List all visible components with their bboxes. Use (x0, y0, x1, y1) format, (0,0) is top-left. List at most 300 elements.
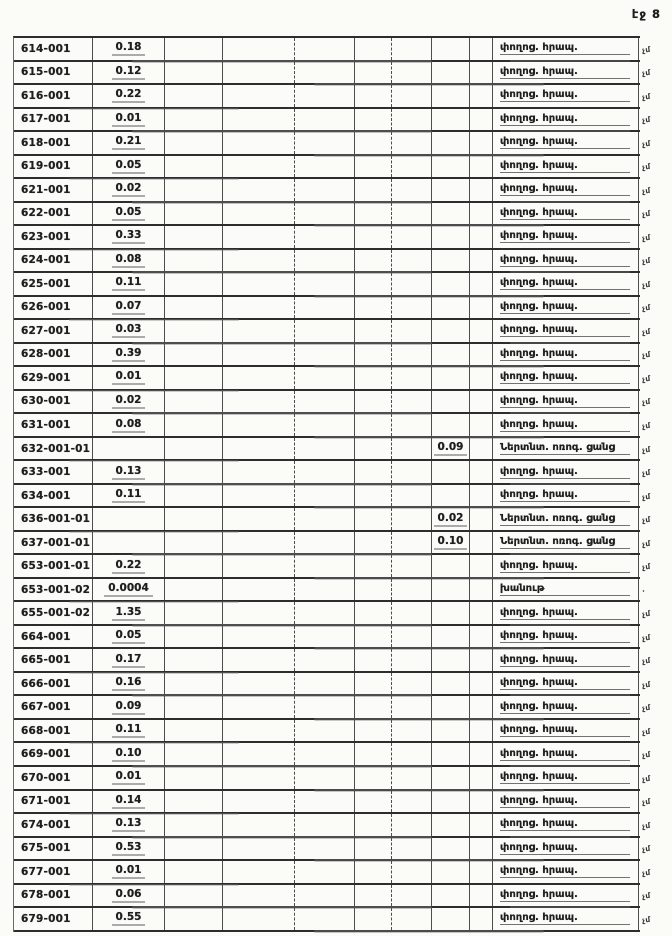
area-value-cell: 0.01 (93, 767, 165, 789)
table-row (14, 485, 652, 509)
area-value-cell: 0.02 (93, 179, 165, 201)
unit-annotation: չմ (641, 232, 652, 243)
empty-cell (223, 273, 295, 295)
land-use-cell: փողոց. հրապ. (493, 485, 639, 507)
canal-area-value-cell (432, 109, 470, 131)
unit-annotation: չմ (641, 256, 652, 267)
empty-cell (165, 696, 223, 718)
empty-cell (355, 38, 392, 60)
table-row (14, 85, 652, 109)
area-value-cell: 0.08 (93, 414, 165, 436)
parcel-code-cell: 618-001 (14, 132, 93, 154)
empty-cell (355, 908, 392, 930)
canal-area-value-cell (432, 179, 470, 201)
empty-cell (355, 791, 392, 813)
unit-annotation: չմ (641, 350, 652, 361)
parcel-code-cell: 671-001 (14, 791, 93, 813)
empty-cell (392, 226, 432, 248)
empty-cell (470, 791, 493, 813)
land-use-cell: փողոց. հրապ. (493, 62, 639, 84)
unit-annotation: չմ (641, 844, 652, 855)
table-row (14, 532, 652, 556)
empty-cell (223, 62, 295, 84)
table-row (14, 297, 652, 321)
parcel-code-cell: 653-001-01 (14, 555, 93, 577)
area-value-cell: 0.12 (93, 62, 165, 84)
empty-cell (392, 720, 432, 742)
empty-cell (392, 132, 432, 154)
unit-annotation: · (641, 586, 646, 596)
unit-annotation: չմ (641, 44, 652, 55)
empty-cell (470, 485, 493, 507)
empty-cell (295, 767, 355, 789)
empty-cell (355, 767, 392, 789)
land-use-cell: փողոց. հրապ. (493, 814, 639, 836)
parcel-code-cell: 628-001 (14, 344, 93, 366)
empty-cell (165, 85, 223, 107)
empty-cell (223, 414, 295, 436)
empty-cell (165, 320, 223, 342)
empty-cell (223, 649, 295, 671)
table-row (14, 226, 652, 250)
land-use-cell: փողոց. հրապ. (493, 367, 639, 389)
table-row (14, 555, 652, 579)
parcel-code-cell: 622-001 (14, 203, 93, 225)
empty-cell (392, 908, 432, 930)
empty-cell (470, 203, 493, 225)
parcel-code-cell: 653-001-02 (14, 579, 93, 601)
canal-area-value-cell (432, 602, 470, 624)
table-row (14, 414, 652, 438)
table-row (14, 508, 652, 532)
empty-cell (165, 908, 223, 930)
canal-area-value-cell (432, 649, 470, 671)
parcel-code-cell: 626-001 (14, 297, 93, 319)
parcel-code-cell: 633-001 (14, 461, 93, 483)
unit-annotation: չմ (641, 538, 652, 549)
empty-cell (355, 391, 392, 413)
table-row (14, 391, 652, 415)
empty-cell (392, 626, 432, 648)
land-use-cell: փողոց. հրապ. (493, 132, 639, 154)
empty-cell (470, 62, 493, 84)
empty-cell (223, 626, 295, 648)
page-number-label: էջ 8 (631, 7, 661, 21)
area-value-cell: 0.10 (93, 743, 165, 765)
unit-annotation: չմ (641, 373, 652, 384)
area-value-cell: 0.13 (93, 461, 165, 483)
empty-cell (470, 250, 493, 272)
land-use-cell: փողոց. հրապ. (493, 696, 639, 718)
empty-cell (470, 767, 493, 789)
empty-cell (165, 720, 223, 742)
empty-cell (392, 297, 432, 319)
unit-annotation: չմ (641, 655, 652, 666)
empty-cell (470, 226, 493, 248)
empty-cell (223, 391, 295, 413)
area-value-cell: 0.06 (93, 885, 165, 907)
table-row (14, 367, 652, 391)
empty-cell (223, 791, 295, 813)
empty-cell (470, 297, 493, 319)
empty-cell (223, 485, 295, 507)
parcel-code-cell: 629-001 (14, 367, 93, 389)
empty-cell (392, 414, 432, 436)
empty-cell (392, 861, 432, 883)
area-value-cell: 0.39 (93, 344, 165, 366)
area-value-cell: 0.22 (93, 85, 165, 107)
canal-area-value-cell (432, 85, 470, 107)
empty-cell (223, 109, 295, 131)
empty-cell (470, 602, 493, 624)
land-use-cell: փողոց. հրապ. (493, 156, 639, 178)
canal-area-value-cell (432, 38, 470, 60)
parcel-code-cell: 630-001 (14, 391, 93, 413)
land-use-cell: փողոց. հրապ. (493, 273, 639, 295)
parcel-code-cell: 678-001 (14, 885, 93, 907)
empty-cell (223, 250, 295, 272)
empty-cell (355, 696, 392, 718)
table-row (14, 179, 652, 203)
empty-cell (165, 743, 223, 765)
empty-cell (165, 602, 223, 624)
empty-cell (295, 297, 355, 319)
empty-cell (470, 861, 493, 883)
empty-cell (223, 908, 295, 930)
empty-cell (355, 273, 392, 295)
parcel-code-cell: 634-001 (14, 485, 93, 507)
empty-cell (470, 414, 493, 436)
empty-cell (295, 602, 355, 624)
empty-cell (295, 508, 355, 530)
table-row (14, 203, 652, 227)
empty-cell (470, 649, 493, 671)
canal-area-value-cell (432, 297, 470, 319)
table-row (14, 673, 652, 697)
empty-cell (355, 485, 392, 507)
land-use-cell: փողոց. հրապ. (493, 555, 639, 577)
area-value-cell: 0.01 (93, 367, 165, 389)
canal-area-value-cell (432, 203, 470, 225)
unit-annotation: չմ (641, 514, 652, 525)
unit-annotation: չմ (641, 397, 652, 408)
empty-cell (392, 649, 432, 671)
canal-area-value-cell: 0.09 (432, 438, 470, 460)
empty-cell (165, 838, 223, 860)
empty-cell (355, 461, 392, 483)
empty-cell (355, 226, 392, 248)
empty-cell (295, 885, 355, 907)
empty-cell (355, 673, 392, 695)
empty-cell (223, 673, 295, 695)
empty-cell (470, 391, 493, 413)
empty-cell (295, 626, 355, 648)
table-row (14, 132, 652, 156)
empty-cell (295, 861, 355, 883)
unit-annotation: չմ (641, 326, 652, 337)
empty-cell (470, 85, 493, 107)
empty-cell (165, 626, 223, 648)
empty-cell (295, 696, 355, 718)
empty-cell (392, 179, 432, 201)
parcel-code-cell: 619-001 (14, 156, 93, 178)
land-use-cell: փողոց. հրապ. (493, 461, 639, 483)
empty-cell (165, 885, 223, 907)
empty-cell (295, 38, 355, 60)
empty-cell (295, 649, 355, 671)
area-value-cell: 0.18 (93, 38, 165, 60)
canal-area-value-cell (432, 626, 470, 648)
unit-annotation: չմ (641, 608, 652, 619)
empty-cell (392, 791, 432, 813)
land-use-cell: փողոց. հրապ. (493, 673, 639, 695)
empty-cell (470, 320, 493, 342)
empty-cell (355, 743, 392, 765)
land-use-cell: Ներտնտ. ոռոգ. ցանց (493, 532, 639, 554)
empty-cell (165, 391, 223, 413)
empty-cell (470, 885, 493, 907)
empty-cell (355, 203, 392, 225)
canal-area-value-cell (432, 555, 470, 577)
empty-cell (165, 485, 223, 507)
empty-cell (295, 579, 355, 601)
empty-cell (295, 344, 355, 366)
canal-area-value-cell (432, 320, 470, 342)
empty-cell (470, 626, 493, 648)
parcel-code-cell: 679-001 (14, 908, 93, 930)
canal-area-value-cell (432, 791, 470, 813)
table-row (14, 461, 652, 485)
unit-annotation: չմ (641, 726, 652, 737)
canal-area-value-cell (432, 579, 470, 601)
table-row (14, 626, 652, 650)
table-row (14, 250, 652, 274)
empty-cell (165, 250, 223, 272)
canal-area-value-cell (432, 673, 470, 695)
empty-cell (223, 814, 295, 836)
unit-annotation: չմ (641, 162, 652, 173)
land-use-cell: փողոց. հրապ. (493, 838, 639, 860)
empty-cell (355, 438, 392, 460)
empty-cell (223, 861, 295, 883)
empty-cell (295, 109, 355, 131)
empty-cell (165, 38, 223, 60)
empty-cell (165, 203, 223, 225)
empty-cell (223, 226, 295, 248)
unit-annotation: չմ (641, 679, 652, 690)
empty-cell (295, 555, 355, 577)
table-row (14, 579, 646, 603)
empty-cell (165, 367, 223, 389)
empty-cell (223, 179, 295, 201)
empty-cell (223, 156, 295, 178)
unit-annotation: չմ (641, 185, 652, 196)
empty-cell (470, 109, 493, 131)
parcel-code-cell: 621-001 (14, 179, 93, 201)
empty-cell (165, 814, 223, 836)
area-value-cell: 0.17 (93, 649, 165, 671)
parcel-code-cell: 636-001-01 (14, 508, 93, 530)
unit-annotation: չմ (641, 797, 652, 807)
area-value-cell: 0.05 (93, 203, 165, 225)
parcel-code-cell: 627-001 (14, 320, 93, 342)
area-value-cell (93, 508, 165, 530)
unit-annotation: չմ (641, 209, 652, 220)
canal-area-value-cell (432, 861, 470, 883)
area-value-cell: 1.35 (93, 602, 165, 624)
empty-cell (295, 414, 355, 436)
unit-annotation: չմ (641, 914, 652, 925)
empty-cell (470, 814, 493, 836)
empty-cell (355, 579, 392, 601)
area-value-cell: 0.11 (93, 720, 165, 742)
canal-area-value-cell (432, 908, 470, 930)
empty-cell (355, 508, 392, 530)
empty-cell (470, 461, 493, 483)
empty-cell (295, 250, 355, 272)
empty-cell (295, 461, 355, 483)
empty-cell (392, 320, 432, 342)
area-value-cell: 0.07 (93, 297, 165, 319)
empty-cell (355, 861, 392, 883)
area-value-cell: 0.08 (93, 250, 165, 272)
empty-cell (165, 297, 223, 319)
empty-cell (165, 767, 223, 789)
area-value-cell: 0.55 (93, 908, 165, 930)
empty-cell (355, 250, 392, 272)
empty-cell (355, 649, 392, 671)
canal-area-value-cell (432, 767, 470, 789)
canal-area-value-cell (432, 250, 470, 272)
empty-cell (355, 320, 392, 342)
empty-cell (392, 579, 432, 601)
empty-cell (165, 179, 223, 201)
empty-cell (165, 344, 223, 366)
land-use-cell: փողոց. հրապ. (493, 38, 639, 60)
empty-cell (392, 85, 432, 107)
empty-cell (392, 367, 432, 389)
parcel-code-cell: 655-001-02 (14, 602, 93, 624)
canal-area-value-cell (432, 226, 470, 248)
canal-area-value-cell (432, 367, 470, 389)
land-use-cell: փողոց. հրապ. (493, 885, 639, 907)
empty-cell (165, 532, 223, 554)
land-use-cell: փողոց. հրապ. (493, 250, 639, 272)
unit-annotation: չմ (641, 91, 652, 102)
land-use-cell: Ներտնտ. ոռոգ. ցանց (493, 508, 639, 530)
parcel-table (13, 36, 652, 932)
empty-cell (165, 861, 223, 883)
empty-cell (295, 673, 355, 695)
empty-cell (470, 179, 493, 201)
land-use-cell: փողոց. հրապ. (493, 203, 639, 225)
empty-cell (295, 838, 355, 860)
unit-annotation: չմ (641, 303, 652, 314)
empty-cell (295, 132, 355, 154)
empty-cell (392, 38, 432, 60)
empty-cell (470, 367, 493, 389)
empty-cell (392, 485, 432, 507)
canal-area-value-cell (432, 720, 470, 742)
empty-cell (295, 391, 355, 413)
empty-cell (392, 250, 432, 272)
area-value-cell: 0.05 (93, 156, 165, 178)
area-value-cell: 0.11 (93, 273, 165, 295)
land-use-cell: փողոց. հրապ. (493, 414, 639, 436)
table-row (14, 743, 652, 767)
empty-cell (165, 555, 223, 577)
empty-cell (295, 438, 355, 460)
land-use-cell: փողոց. հրապ. (493, 226, 639, 248)
area-value-cell: 0.05 (93, 626, 165, 648)
canal-area-value-cell (432, 485, 470, 507)
canal-area-value-cell (432, 62, 470, 84)
canal-area-value-cell: 0.02 (432, 508, 470, 530)
table-row (14, 814, 652, 838)
unit-annotation: չմ (641, 632, 652, 643)
empty-cell (295, 791, 355, 813)
empty-cell (165, 508, 223, 530)
parcel-code-cell: 668-001 (14, 720, 93, 742)
empty-cell (295, 320, 355, 342)
area-value-cell: 0.22 (93, 555, 165, 577)
empty-cell (223, 438, 295, 460)
land-use-cell: փողոց. հրապ. (493, 626, 639, 648)
parcel-code-cell: 667-001 (14, 696, 93, 718)
empty-cell (355, 885, 392, 907)
unit-annotation: չմ (641, 891, 652, 902)
canal-area-value-cell (432, 414, 470, 436)
area-value-cell: 0.21 (93, 132, 165, 154)
empty-cell (470, 38, 493, 60)
empty-cell (470, 438, 493, 460)
empty-cell (165, 109, 223, 131)
empty-cell (223, 696, 295, 718)
empty-cell (223, 602, 295, 624)
parcel-code-cell: 631-001 (14, 414, 93, 436)
empty-cell (355, 414, 392, 436)
empty-cell (165, 156, 223, 178)
empty-cell (355, 814, 392, 836)
area-value-cell: 0.02 (93, 391, 165, 413)
area-value-cell: 0.33 (93, 226, 165, 248)
unit-annotation: չմ (641, 749, 652, 760)
empty-cell (165, 414, 223, 436)
empty-cell (223, 767, 295, 789)
land-use-cell: փողոց. հրապ. (493, 720, 639, 742)
empty-cell (295, 367, 355, 389)
table-row (14, 273, 652, 297)
table-row (14, 861, 652, 885)
empty-cell (223, 85, 295, 107)
unit-annotation: չմ (641, 420, 652, 431)
parcel-code-cell: 624-001 (14, 250, 93, 272)
area-value-cell: 0.53 (93, 838, 165, 860)
empty-cell (470, 743, 493, 765)
empty-cell (392, 767, 432, 789)
parcel-code-cell: 615-001 (14, 62, 93, 84)
table-row (14, 885, 652, 909)
land-use-cell: փողոց. հրապ. (493, 767, 639, 789)
empty-cell (295, 85, 355, 107)
unit-annotation: չմ (641, 115, 652, 126)
unit-annotation: չմ (641, 867, 652, 878)
empty-cell (392, 438, 432, 460)
table-row (14, 791, 652, 815)
empty-cell (392, 602, 432, 624)
parcel-code-cell: 677-001 (14, 861, 93, 883)
empty-cell (223, 743, 295, 765)
